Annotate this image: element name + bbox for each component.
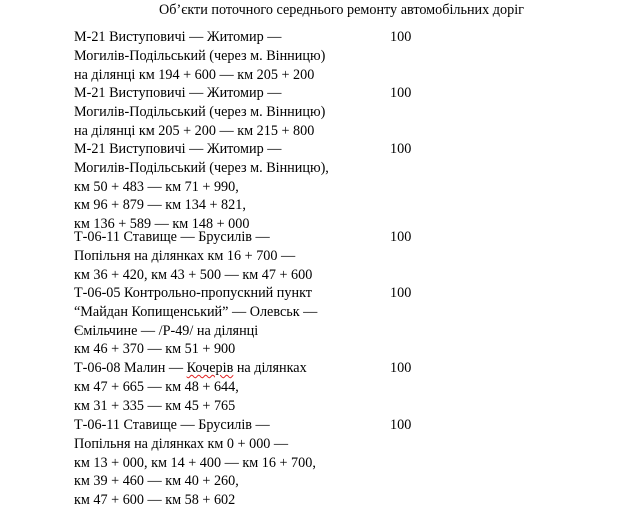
road-entry-description (74, 284, 374, 359)
road-entry-amount: 100 (390, 360, 412, 376)
description-line: км 136 + 589 — км 148 + 000 (74, 216, 250, 233)
description-line: Попільня на ділянках км 16 + 700 — (74, 247, 296, 264)
description-line: Могилів-Подільський (через м. Вінницю), (74, 159, 329, 176)
description-line: на ділянці км 194 + 600 — км 205 + 200 (74, 66, 315, 83)
description-line: М-21 Виступовичі — Житомир — (74, 29, 282, 45)
description-line: км 46 + 370 — км 51 + 900 (74, 341, 236, 358)
description-line: Т-06-11 Ставище — Брусилів — (74, 417, 270, 433)
road-entry-amount: 100 (390, 29, 412, 45)
description-line: км 50 + 483 — км 71 + 990, (74, 178, 239, 195)
description-line: Могилів-Подільський (через м. Вінницю) (74, 103, 326, 120)
description-line-end: на ділянках (233, 360, 307, 376)
description-line: Ємільчине — /Р-49/ на ділянці (74, 322, 259, 339)
description-line: “Майдан Копищенський” — Олевськ — (74, 303, 318, 320)
description-line: км 47 + 665 — км 48 + 644, (74, 378, 239, 395)
description-line: км 36 + 420, км 43 + 500 — км 47 + 600 (74, 266, 313, 283)
description-line: Могилів-Подільський (через м. Вінницю) (74, 47, 326, 64)
description-line: км 31 + 335 — км 45 + 765 (74, 397, 236, 414)
description-line: км 96 + 879 — км 134 + 821, (74, 197, 246, 214)
description-line: км 13 + 000, км 14 + 400 — км 16 + 700, (74, 454, 316, 471)
road-entry-amount: 100 (390, 85, 412, 101)
document-heading: Об’єкти поточного середнього ремонту автомобільних доріг (159, 2, 524, 18)
description-line: Т-06-05 Контрольно-пропускний пункт (74, 285, 312, 301)
road-entry-amount: 100 (390, 417, 412, 433)
road-entry-description (74, 416, 374, 510)
description-line-start: Т-06-08 Малин — (74, 360, 187, 376)
road-entry-description (74, 28, 374, 84)
road-entry-amount: 100 (390, 285, 412, 301)
description-line: на ділянці км 205 + 200 — км 215 + 800 (74, 122, 315, 139)
road-entry-description (74, 84, 374, 140)
road-entry-amount: 100 (390, 141, 412, 157)
description-line: Попільня на ділянках км 0 + 000 — (74, 435, 289, 452)
description-line: км 39 + 460 — км 40 + 260, (74, 473, 239, 490)
road-entry-description (74, 359, 374, 415)
description-line: км 47 + 600 — км 58 + 602 (74, 492, 236, 509)
road-entry-description (74, 228, 374, 284)
description-line: М-21 Виступовичі — Житомир — (74, 141, 282, 157)
road-entry-amount: 100 (390, 229, 412, 245)
road-entry-description (74, 140, 374, 234)
description-line: М-21 Виступовичі — Житомир — (74, 85, 282, 101)
description-line (74, 359, 374, 378)
description-line: Т-06-11 Ставище — Брусилів — (74, 229, 270, 245)
spellcheck-flagged-word: Кочерів (186, 360, 234, 376)
